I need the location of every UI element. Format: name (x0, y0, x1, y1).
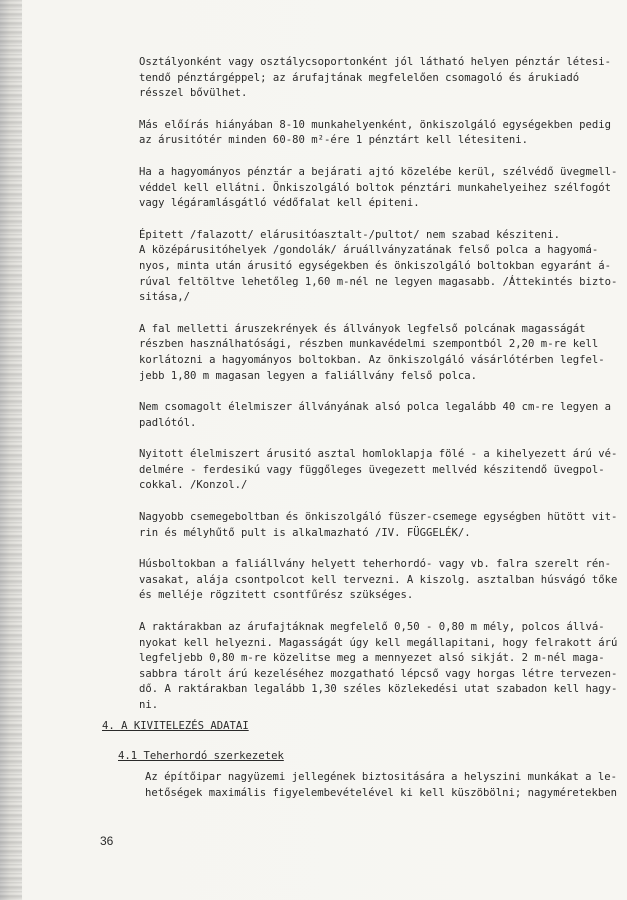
text-line: és melléje rögzitett csontfűrész szükséges. (139, 589, 414, 602)
text-line: Nem csomagolt élelmiszer állványának alsó polca legalább 40 cm-re legyen a (139, 401, 611, 414)
text-line: cokkal. /Konzol./ (139, 479, 248, 492)
subsection-heading: 4.1 Teherhordó szerkezetek (118, 750, 284, 762)
text-line: az árusitótér minden 60-80 m²-ére 1 pénztárt kell létesiteni. (139, 134, 529, 147)
page-number: 36 (100, 834, 114, 848)
text-line: Nagyobb csemegeboltban és önkiszolgáló füszer-csemege egységben hütött vit- (139, 511, 618, 524)
text-line: Ha a hagyományos pénztár a bejárati ajtó közelébe kerül, szélvédő üvegmell- (139, 165, 618, 178)
text-line: Az építőipar nagyüzemi jellegének biztositására a helyszini munkákat a le- (145, 771, 617, 783)
text-line: ni. (139, 699, 159, 711)
paragraph-cash-register (139, 55, 625, 102)
text-line: vasakat, alája csontpolcot kell tervezni. A kiszolg. asztalban húsvágó tőke (139, 573, 618, 586)
text-line: korlátozni a hagyományos boltokban. Az önkiszolgáló vásárlótérben legfel- (139, 353, 605, 366)
binding-edge (0, 0, 22, 900)
text-line: tendő pénztárgéppel; az árufajtának megfelelően csomagoló és árukiadó (139, 71, 580, 84)
final-paragraph (145, 770, 627, 801)
text-line: jebb 1,80 m magasan legyen a faliállvány felső polca. (139, 369, 478, 382)
paragraph-wall-shelves (139, 322, 625, 384)
text-line: Más előírás hiányában 8-10 munkahelyenként, önkiszolgáló egységekben pedig (139, 118, 611, 131)
text-line: vagy légáramlásgátló védőfalat kell épiteni. (139, 197, 420, 210)
text-line: Osztályonként vagy osztálycsoportonként jól látható helyen pénztár létesi- (139, 56, 611, 68)
paragraph-food-shelf (139, 400, 625, 431)
text-line: Nyitott élelmiszert árusitó asztal homloklapja fölé - a kihelyezett árú vé- (139, 448, 618, 461)
body-text (139, 55, 625, 730)
text-line: rin és mélyhűtő pult is alkalmazható /IV. FÜGGELÉK/. (139, 526, 471, 539)
text-line: A fal melletti áruszekrények és állványok legfelső polcának magasságát (139, 322, 586, 335)
section-heading: 4. A KIVITELEZÉS ADATAI (102, 720, 249, 732)
paragraph-refrigeration (139, 510, 625, 541)
paragraph-windshield (139, 165, 625, 212)
paragraph-register-count (139, 118, 625, 149)
paragraph-storage (139, 620, 625, 714)
text-line: Húsboltokban a faliállvány helyett teherhordó- vagy vb. falra szerelt rén- (139, 558, 611, 571)
text-line: legfeljebb 0,80 m-re közelitse meg a mennyezet alsó sikját. 2 m-nél maga- (139, 652, 605, 665)
paragraph-butcher (139, 557, 625, 604)
text-line: delmére - ferdesikú vagy függőleges üvegezett mellvéd készitendő üvegpol- (139, 463, 605, 476)
text-line: rúval feltöltve lehetőleg 1,60 m-nél ne legyen magasabb. /Áttekintés bizto- (139, 275, 618, 288)
text-line: részben használhatósági, részben munkavédelmi szempontból 2,20 m-re kell (139, 338, 599, 351)
text-line: Épitett /falazott/ elárusitóasztalt-/pultot/ nem szabad késziteni. (139, 228, 560, 241)
text-line: nyos, minta után árusitó egységekben és önkiszolgáló boltokban egyaránt á- (139, 259, 611, 272)
text-line: A középárusitóhelyek /gondolák/ áruállványzatának felső polca a hagyomá- (139, 244, 599, 257)
text-line: nyokat kell helyezni. Magasságát úgy kell megállapitani, hogy felrakott árú (139, 636, 618, 649)
text-line: dő. A raktárakban legalább 1,30 széles közlekedési utat szabadon kell hagy- (139, 683, 618, 696)
text-line: sitása,/ (139, 291, 191, 304)
paragraph-built-counter (139, 228, 625, 306)
text-line: hetőségek maximális figyelembevételével ki kell küszöbölni; nagyméretekben (145, 786, 617, 799)
text-line: sabbra tárolt árú kezeléséhez mozgatható lépcső vagy horgas létre tervezen- (139, 667, 618, 680)
paragraph-open-food-table (139, 447, 625, 494)
text-line: résszel bővülhet. (139, 87, 248, 100)
text-line: padlótól. (139, 416, 197, 429)
text-line: A raktárakban az árufajtáknak megfelelő 0,50 - 0,80 m mély, polcos állvá- (139, 621, 605, 634)
text-line: véddel kell ellátni. Önkiszolgáló boltok pénztári munkahelyeihez szélfogót (139, 181, 611, 194)
